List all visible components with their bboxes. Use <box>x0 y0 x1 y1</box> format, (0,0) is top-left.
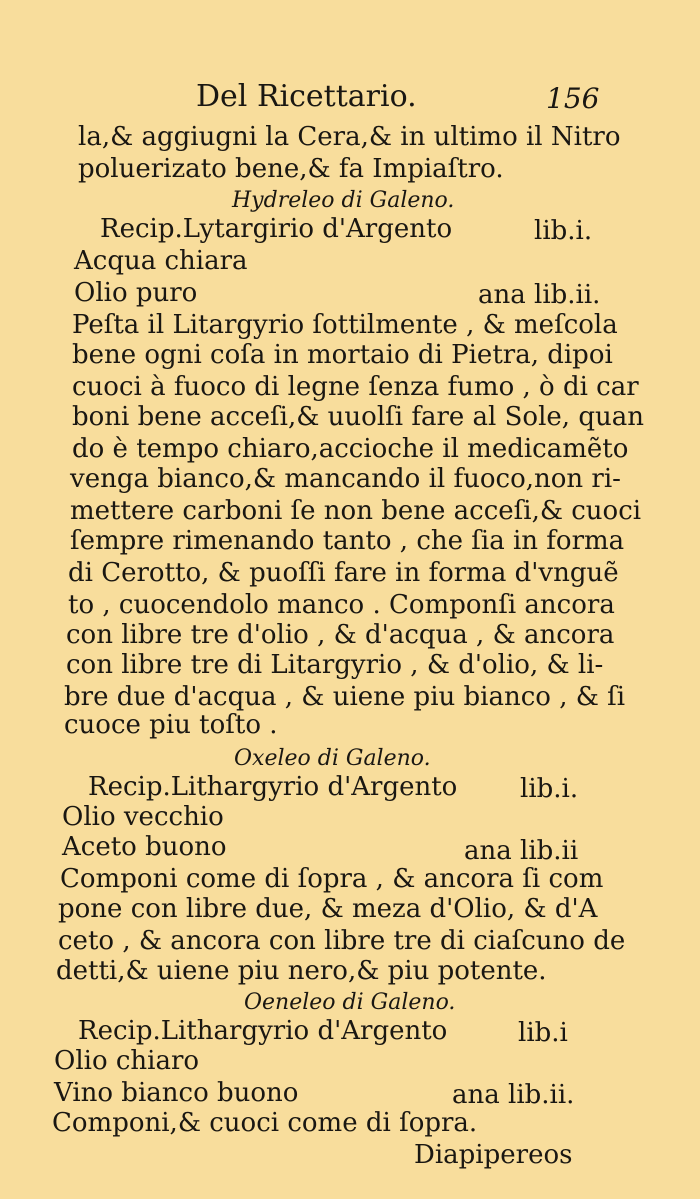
recipe-quantity: lib.i <box>518 1018 568 1048</box>
text-line: con libre tre di Litargyrio , & d'olio, & li- <box>66 650 604 680</box>
section-heading: Oxeleo di Galeno. <box>234 746 431 771</box>
text-line: bene ogni coſa in mortaio di Pietra, dipoi <box>72 340 613 370</box>
recipe-line: Vino bianco buono <box>54 1078 299 1108</box>
recipe-quantity: ana lib.ii. <box>452 1080 575 1110</box>
text-line: cuoci à fuoco di legne ſenza fumo , ò di car <box>72 372 639 402</box>
text-line: bre due d'acqua , & uiene piu bianco , & ſi <box>64 682 626 712</box>
section-heading: Hydreleo di Galeno. <box>232 188 455 213</box>
catchword: Diapipereos <box>414 1140 573 1170</box>
text-line: detti,& uiene piu nero,& piu potente. <box>56 956 547 986</box>
recipe-line: Recip.Lytargirio d'Argento <box>100 214 453 244</box>
recipe-quantity: lib.i. <box>534 216 593 246</box>
recipe-quantity: lib.i. <box>520 774 579 804</box>
text-line: poluerizato bene,& fa Impiaſtro. <box>78 154 504 184</box>
text-line: con libre tre d'olio , & d'acqua , & ancora <box>66 620 615 650</box>
page-number: 156 <box>546 82 600 115</box>
recipe-line: Olio puro <box>74 278 198 308</box>
text-line: ceto , & ancora con libre tre di ciaſcuno de <box>58 926 626 956</box>
recipe-quantity: ana lib.ii. <box>478 280 601 310</box>
text-line: Componi come di ſopra , & ancora ſi com <box>60 864 604 894</box>
recipe-line: Olio chiaro <box>54 1046 200 1076</box>
text-line: Componi,& cuoci come di ſopra. <box>52 1108 478 1138</box>
recipe-line: Olio vecchio <box>62 802 224 832</box>
recipe-line: Recip.Lithargyrio d'Argento <box>78 1016 448 1046</box>
text-line: boni bene acceſi,& uuolſi fare al Sole, quan <box>72 402 644 432</box>
recipe-line: Aceto buono <box>62 832 227 862</box>
text-line: ſempre rimenando tanto , che ſia in forma <box>70 526 625 556</box>
text-line: Peſta il Litargyrio ſottilmente , & meſcola <box>72 310 618 340</box>
running-title: Del Ricettario. <box>196 79 417 114</box>
recipe-line: Recip.Lithargyrio d'Argento <box>88 772 458 802</box>
text-line: venga bianco,& mancando il fuoco,non ri- <box>70 464 621 494</box>
recipe-quantity: ana lib.ii <box>464 836 579 866</box>
text-line: mettere carboni ſe non bene acceſi,& cuoci <box>70 496 642 526</box>
recipe-line: Acqua chiara <box>74 246 248 276</box>
text-line: cuoce piu toſto . <box>64 710 278 740</box>
section-heading: Oeneleo di Galeno. <box>244 990 456 1015</box>
text-line: do è tempo chiaro,accioche il medicamẽto <box>72 434 629 464</box>
text-line: to , cuocendolo manco . Componſi ancora <box>68 590 615 620</box>
text-line: di Cerotto, & puoſſi fare in forma d'vnguẽ <box>68 558 619 588</box>
text-line: pone con libre due, & meza d'Olio, & d'A <box>58 894 598 924</box>
text-line: la,& aggiugni la Cera,& in ultimo il Nitro <box>78 122 621 152</box>
